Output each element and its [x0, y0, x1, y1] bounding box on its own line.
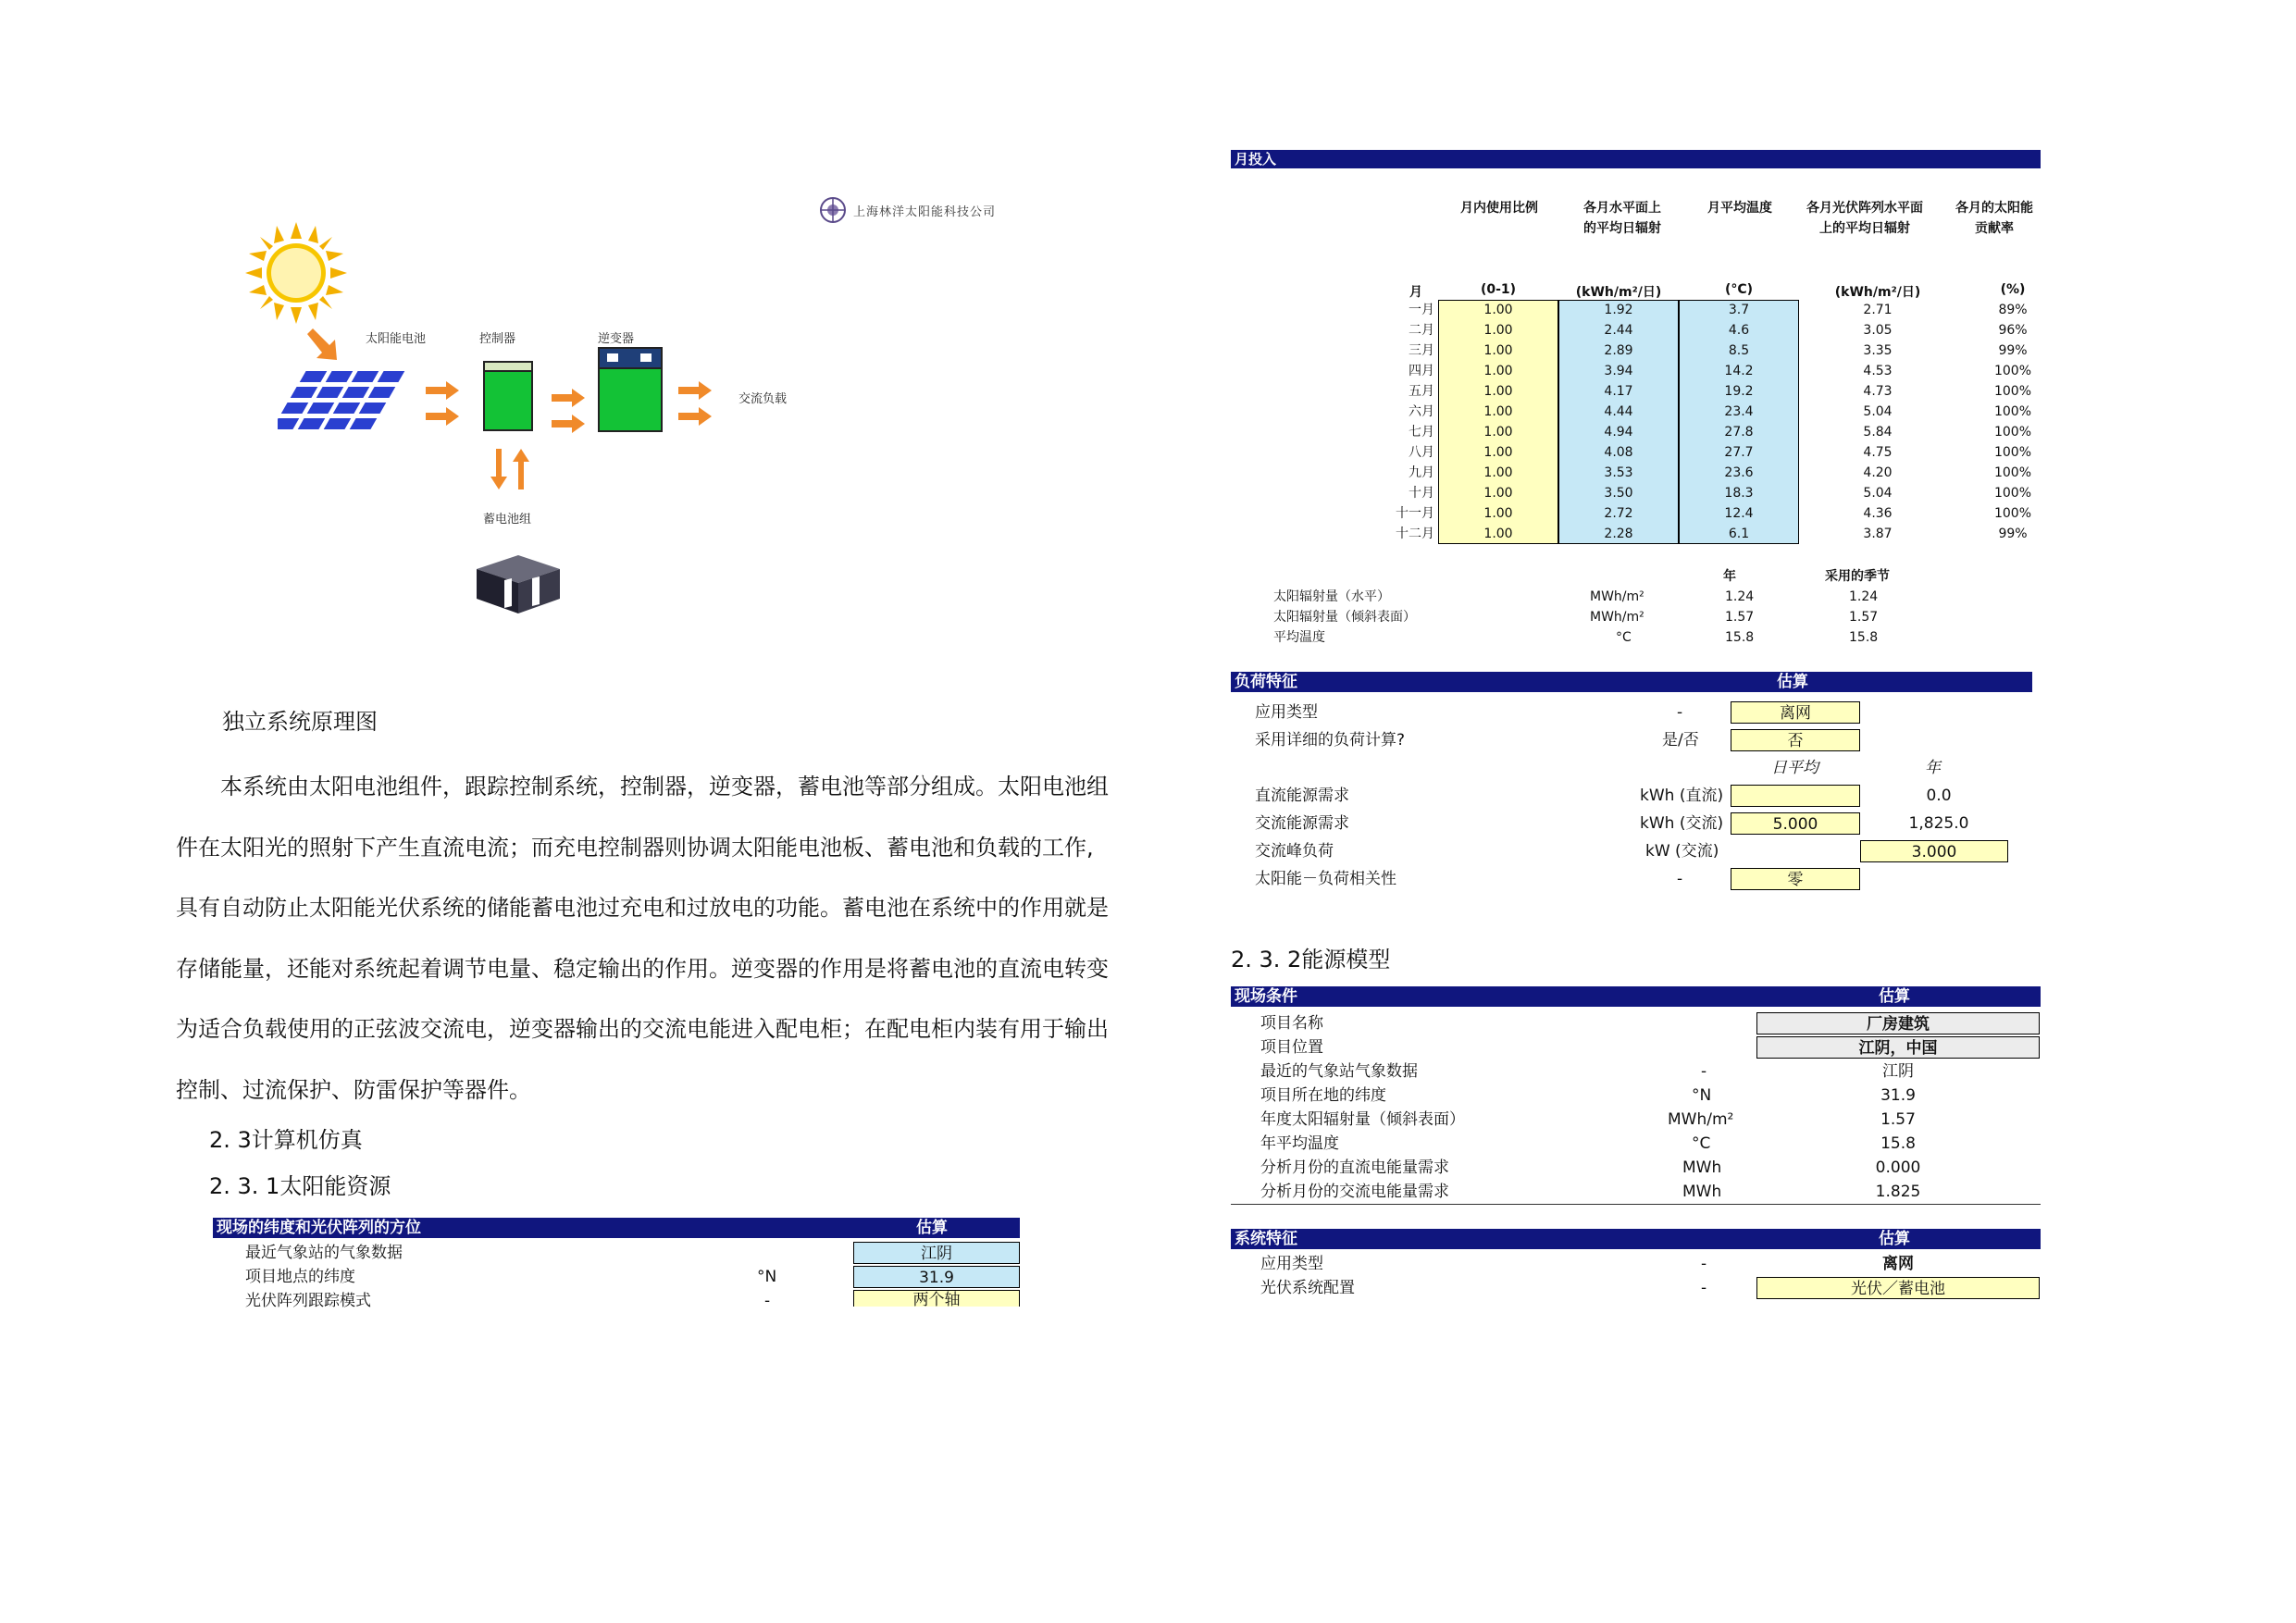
- company-logo-icon: [819, 196, 847, 224]
- ac-energy-field[interactable]: 5.000: [1731, 812, 1860, 835]
- array-radiation-value: 5.04: [1863, 404, 1893, 419]
- year-label: 年: [1925, 759, 1941, 777]
- usage-value[interactable]: 1.00: [1483, 323, 1513, 338]
- field-row-value: 0.000: [1875, 1158, 1921, 1177]
- system-description: [176, 757, 1111, 1121]
- contribution-value: 96%: [1998, 323, 2028, 338]
- field-row-value: 31.9: [1880, 1086, 1916, 1105]
- sunlight-arrow-icon: [305, 328, 342, 365]
- summary-season: 1.57: [1849, 610, 1879, 625]
- load-row-unit: -: [1677, 703, 1683, 722]
- system-diagram: [231, 185, 1064, 629]
- row-value[interactable]: 31.9: [853, 1266, 1020, 1288]
- project-location-field[interactable]: 江阴，中国: [1756, 1036, 2040, 1059]
- charge-discharge-arrows-icon: [489, 449, 531, 489]
- unit-usage: (0-1): [1480, 282, 1517, 297]
- contribution-value: 100%: [1993, 465, 2032, 480]
- usage-value[interactable]: 1.00: [1483, 445, 1513, 460]
- monthly-table-header: [1231, 150, 2041, 168]
- site-table-header: [213, 1218, 1020, 1238]
- load-table-title: 负荷特征: [1235, 673, 1297, 691]
- usage-value[interactable]: 1.00: [1483, 343, 1513, 358]
- usage-value[interactable]: 1.00: [1483, 425, 1513, 440]
- usage-value[interactable]: 1.00: [1483, 465, 1513, 480]
- ac-peak-load-field[interactable]: 3.000: [1860, 840, 2008, 862]
- load-row-label: 直流能源需求: [1255, 787, 1349, 805]
- contribution-value: 100%: [1993, 404, 2032, 419]
- load-row-label: 交流能源需求: [1255, 814, 1349, 833]
- field-row-unit: MWh: [1682, 1183, 1722, 1201]
- temperature-value[interactable]: 27.8: [1724, 425, 1754, 440]
- horizontal-radiation-value[interactable]: 4.44: [1604, 404, 1633, 419]
- arrow-right-icon: [552, 389, 585, 435]
- summary-label: 太阳辐射量（水平）: [1273, 589, 1390, 604]
- field-row-label: 分析月份的直流电能量需求: [1260, 1158, 1449, 1177]
- summary-season: 1.24: [1849, 589, 1879, 604]
- temperature-value[interactable]: 12.4: [1724, 506, 1754, 521]
- usage-value[interactable]: 1.00: [1483, 303, 1513, 317]
- month-label: 十二月: [1396, 527, 1434, 541]
- row-label: 光伏阵列跟踪模式: [245, 1292, 371, 1310]
- array-radiation-value: 5.04: [1863, 486, 1893, 501]
- month-label: 十一月: [1396, 506, 1434, 521]
- load-row-label: 太阳能－负荷相关性: [1255, 870, 1396, 888]
- load-row-label: 采用详细的负荷计算?: [1255, 731, 1406, 750]
- label-inverter: 逆变器: [598, 332, 635, 346]
- load-row-unit: kWh (交流): [1640, 814, 1724, 833]
- label-battery: 蓄电池组: [483, 513, 532, 527]
- summary-label: 太阳辐射量（倾斜表面）: [1273, 610, 1416, 625]
- month-label: 三月: [1409, 343, 1434, 358]
- contribution-value: 100%: [1993, 364, 2032, 378]
- array-radiation-value: 4.75: [1863, 445, 1893, 460]
- contribution-value: 99%: [1998, 527, 2028, 541]
- load-row-unit: kWh (直流): [1640, 787, 1724, 805]
- contribution-value: 99%: [1998, 343, 2028, 358]
- field-row-label: 分析月份的交流电能量需求: [1260, 1183, 1449, 1201]
- company-name: 上海林洋太阳能科技公司: [853, 205, 997, 219]
- diagram-caption: 独立系统原理图: [222, 709, 378, 735]
- contribution-value: 100%: [1993, 384, 2032, 399]
- month-label: 四月: [1409, 364, 1434, 378]
- row-value[interactable]: 江阴: [853, 1242, 1020, 1264]
- field-row-unit: °N: [1692, 1086, 1712, 1105]
- ac-energy-year: 1,825.0: [1908, 814, 1969, 833]
- field-row-unit: MWh: [1682, 1158, 1722, 1177]
- unit-contribution: (%): [2000, 282, 2026, 297]
- divider: [1231, 1204, 2041, 1205]
- month-label: 十月: [1409, 486, 1434, 501]
- contribution-value: 100%: [1993, 486, 2032, 501]
- header-contribution: 各月的太阳能贡献率: [1955, 201, 2033, 236]
- site-table-estimate-label: 估算: [916, 1219, 948, 1237]
- usage-value[interactable]: 1.00: [1483, 384, 1513, 399]
- controller-icon: [483, 361, 533, 431]
- unit-month: 月: [1409, 285, 1422, 300]
- row-unit: -: [764, 1292, 771, 1310]
- usage-value[interactable]: 1.00: [1483, 364, 1513, 378]
- field-table-estimate-label: 估算: [1879, 987, 1910, 1006]
- load-row-unit: 是/否: [1662, 731, 1699, 750]
- month-label: 九月: [1409, 465, 1434, 480]
- summary-unit: MWh/m²: [1590, 610, 1644, 625]
- summary-year-header: 年: [1723, 569, 1736, 584]
- field-row-label: 项目名称: [1260, 1014, 1323, 1033]
- field-row-label: 项目位置: [1260, 1038, 1323, 1057]
- field-row-value: 1.825: [1875, 1183, 1921, 1201]
- usage-value[interactable]: 1.00: [1483, 404, 1513, 419]
- load-correlation-field[interactable]: 零: [1731, 868, 1860, 890]
- system-table-header: [1231, 1229, 2041, 1249]
- horizontal-radiation-value[interactable]: 2.72: [1604, 506, 1633, 521]
- temperature-value[interactable]: 4.6: [1728, 323, 1750, 338]
- summary-year: 1.24: [1725, 589, 1755, 604]
- field-row-label: 最近的气象站气象数据: [1260, 1062, 1418, 1081]
- system-row-unit: -: [1701, 1279, 1707, 1297]
- unit-array: (kWh/m²/日): [1834, 285, 1921, 300]
- field-row-unit: -: [1701, 1062, 1707, 1081]
- dc-energy-year: 0.0: [1926, 787, 1952, 805]
- array-radiation-value: 3.35: [1863, 343, 1893, 358]
- month-label: 一月: [1409, 303, 1434, 317]
- temperature-value[interactable]: 23.4: [1724, 404, 1754, 419]
- month-label: 六月: [1409, 404, 1434, 419]
- horizontal-radiation-value[interactable]: 2.89: [1604, 343, 1633, 358]
- summary-season-header: 采用的季节: [1825, 569, 1890, 584]
- label-controller: 控制器: [479, 332, 516, 346]
- header-temperature: 月平均温度: [1707, 201, 1772, 216]
- label-solar-cell: 太阳能电池: [366, 332, 427, 346]
- temperature-value[interactable]: 27.7: [1724, 445, 1754, 460]
- contribution-value: 100%: [1993, 445, 2032, 460]
- horizontal-radiation-value[interactable]: 3.53: [1604, 465, 1633, 480]
- month-label: 五月: [1409, 384, 1434, 399]
- field-row-value: 15.8: [1880, 1134, 1916, 1153]
- horizontal-radiation-value[interactable]: 2.44: [1604, 323, 1633, 338]
- array-radiation-value: 4.73: [1863, 384, 1893, 399]
- daily-average-label: 日平均: [1771, 759, 1818, 777]
- heading-2-3-1: 2. 3. 1太阳能资源: [209, 1173, 391, 1199]
- temperature-value[interactable]: 6.1: [1728, 527, 1750, 541]
- arrow-right-icon: [678, 381, 712, 427]
- contribution-value: 89%: [1998, 303, 2028, 317]
- project-name-field[interactable]: 厂房建筑: [1756, 1012, 2040, 1035]
- field-row-value: 江阴: [1882, 1062, 1914, 1081]
- horizontal-radiation-value[interactable]: 3.94: [1604, 364, 1633, 378]
- horizontal-radiation-value[interactable]: 1.92: [1604, 303, 1633, 317]
- temperature-value[interactable]: 23.6: [1724, 465, 1754, 480]
- temperature-value[interactable]: 14.2: [1724, 364, 1754, 378]
- temperature-value[interactable]: 3.7: [1728, 303, 1750, 317]
- application-type-field[interactable]: 离网: [1731, 701, 1860, 724]
- contribution-value: 100%: [1993, 425, 2032, 440]
- field-row-label: 项目所在地的纬度: [1260, 1086, 1386, 1105]
- summary-unit: MWh/m²: [1590, 589, 1644, 604]
- array-radiation-value: 3.05: [1863, 323, 1893, 338]
- unit-temperature: (°C): [1724, 282, 1754, 297]
- summary-unit: °C: [1616, 630, 1632, 645]
- contribution-value: 100%: [1993, 506, 2032, 521]
- month-label: 二月: [1409, 323, 1434, 338]
- label-ac-load: 交流负载: [738, 392, 788, 406]
- summary-season: 15.8: [1849, 630, 1879, 645]
- system-table-estimate-label: 估算: [1879, 1230, 1910, 1248]
- array-radiation-value: 3.87: [1863, 527, 1893, 541]
- temperature-value[interactable]: 19.2: [1724, 384, 1754, 399]
- horizontal-radiation-value[interactable]: 4.17: [1604, 384, 1633, 399]
- field-row-label: 年度太阳辐射量（倾斜表面）: [1260, 1110, 1465, 1129]
- array-radiation-value: 2.71: [1863, 303, 1893, 317]
- row-label: 最近气象站的气象数据: [245, 1244, 403, 1262]
- battery-icon: [467, 551, 569, 615]
- horizontal-radiation-value[interactable]: 4.08: [1604, 445, 1633, 460]
- load-row-unit: -: [1677, 870, 1683, 888]
- summary-label: 平均温度: [1273, 630, 1325, 645]
- heading-2-3: 2. 3计算机仿真: [209, 1127, 363, 1153]
- paragraph-text: 本系统由太阳电池组件，跟踪控制系统，控制器，逆变器，蓄电池等部分组成。太阳电池组件在太阳光的照射下产生直流电流；而充电控制器则协调太阳能电池板、蓄电池和负载的工作,具有自动防止太阳能光伏系统的储能蓄电池过充电和过放电的功能。蓄电池在系统中的作用就是存储能量，还能对系统起着调节电量、稳定输出的作用。逆变器的作用是将蓄电池的直流电转变为适合负载使用的正弦波交流电，逆变器输出的交流电能进入配电柜；在配电柜内装有用于输出控制、过流保护、防雷保护等器件。: [176, 774, 1109, 1103]
- month-label: 八月: [1409, 445, 1434, 460]
- summary-year: 1.57: [1725, 610, 1755, 625]
- usage-value[interactable]: 1.00: [1483, 486, 1513, 501]
- load-table-estimate-label: 估算: [1777, 673, 1808, 691]
- temperature-value[interactable]: 18.3: [1724, 486, 1754, 501]
- row-label: 项目地点的纬度: [245, 1268, 355, 1286]
- solar-panel-icon: [278, 370, 416, 440]
- detailed-load-field[interactable]: 否: [1731, 729, 1860, 751]
- field-row-unit: MWh/m²: [1668, 1110, 1734, 1129]
- field-row-label: 年平均温度: [1260, 1134, 1339, 1153]
- header-usage: 月内使用比例: [1460, 201, 1538, 216]
- horizontal-radiation-value[interactable]: 2.28: [1604, 527, 1633, 541]
- row-value[interactable]: 两个轴: [853, 1290, 1020, 1307]
- field-row-value: 1.57: [1880, 1110, 1916, 1129]
- row-unit: °N: [757, 1268, 777, 1286]
- pv-config-field[interactable]: 光伏／蓄电池: [1756, 1277, 2040, 1299]
- array-radiation-value: 4.20: [1863, 465, 1893, 480]
- system-table-title: 系统特征: [1235, 1230, 1297, 1248]
- unit-horizontal: (kWh/m²/日): [1575, 285, 1662, 300]
- load-row-label: 交流峰负荷: [1255, 842, 1334, 861]
- inverter-icon: [598, 347, 663, 432]
- usage-value[interactable]: 1.00: [1483, 527, 1513, 541]
- arrow-right-icon: [426, 381, 459, 427]
- field-table-header: [1231, 986, 2041, 1007]
- header-array-radiation: 各月光伏阵列水平面上的平均日辐射: [1806, 201, 1923, 236]
- monthly-table-title: 月投入: [1235, 151, 1277, 167]
- array-radiation-value: 5.84: [1863, 425, 1893, 440]
- heading-2-3-2: 2. 3. 2能源模型: [1231, 947, 1391, 973]
- sun-icon: [245, 222, 347, 324]
- field-row-unit: °C: [1692, 1134, 1711, 1153]
- horizontal-radiation-value[interactable]: 3.50: [1604, 486, 1633, 501]
- header-horizontal-radiation: 各月水平面上的平均日辐射: [1583, 201, 1661, 236]
- system-row-label: 光伏系统配置: [1260, 1279, 1355, 1297]
- system-row-label: 应用类型: [1260, 1255, 1323, 1273]
- array-radiation-value: 4.53: [1863, 364, 1893, 378]
- array-radiation-value: 4.36: [1863, 506, 1893, 521]
- temperature-value[interactable]: 8.5: [1728, 343, 1750, 358]
- usage-value[interactable]: 1.00: [1483, 506, 1513, 521]
- dc-energy-field[interactable]: [1731, 785, 1860, 807]
- system-row-value: 离网: [1882, 1255, 1914, 1273]
- horizontal-radiation-value[interactable]: 4.94: [1604, 425, 1633, 440]
- load-table-header: [1231, 672, 2032, 692]
- site-table-title: 现场的纬度和光伏阵列的方位: [217, 1219, 421, 1237]
- summary-year: 15.8: [1725, 630, 1755, 645]
- load-row-unit: kW (交流): [1645, 842, 1719, 861]
- load-row-label: 应用类型: [1255, 703, 1318, 722]
- month-label: 七月: [1409, 425, 1434, 440]
- field-table-title: 现场条件: [1235, 987, 1297, 1006]
- system-row-unit: -: [1701, 1255, 1707, 1273]
